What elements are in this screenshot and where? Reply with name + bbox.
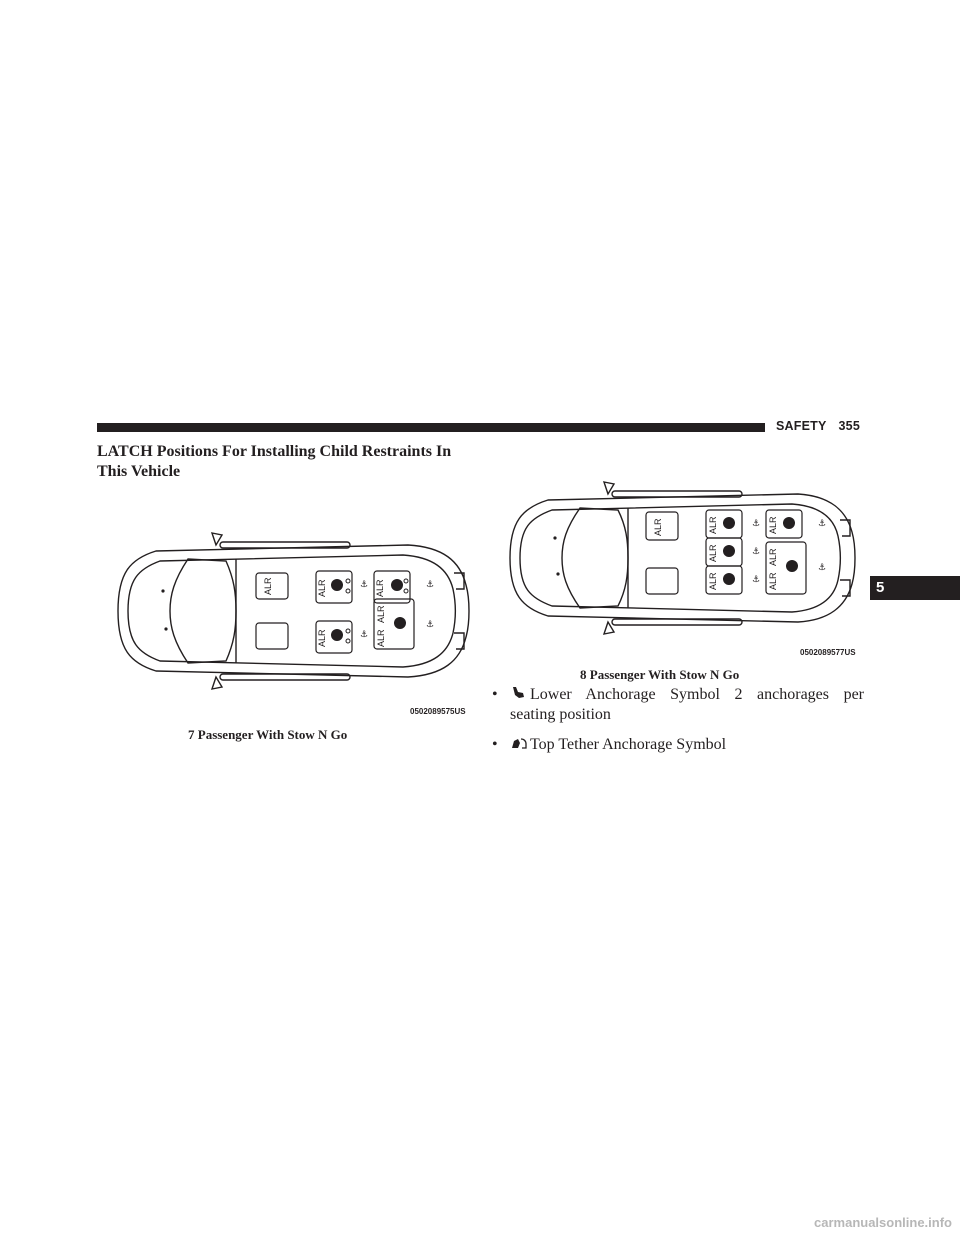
svg-text:⚓: ⚓ xyxy=(818,563,827,573)
figure-8-passenger xyxy=(500,478,862,638)
symbol-legend xyxy=(492,685,864,765)
header-section: SAFETY xyxy=(776,419,827,433)
vehicle-diagram-8-passenger xyxy=(500,478,862,638)
svg-text:ALR: ALR xyxy=(375,579,385,597)
svg-text:⚓: ⚓ xyxy=(360,630,369,640)
svg-text:⚓: ⚓ xyxy=(426,580,435,590)
svg-text:ALR: ALR xyxy=(768,516,778,534)
bullet-marker: • xyxy=(492,686,498,703)
top-tether-icon xyxy=(510,736,528,750)
svg-text:ALR: ALR xyxy=(768,548,778,566)
lower-anchorage-icon xyxy=(510,686,528,700)
page-number: 355 xyxy=(838,419,860,433)
svg-text:ALR: ALR xyxy=(768,572,778,590)
figure-caption-8-passenger: 8 Passenger With Stow N Go xyxy=(580,667,740,682)
section-title: LATCH Positions For Installing Child Restraints In This Vehicle xyxy=(97,443,452,480)
svg-text:ALR: ALR xyxy=(708,544,718,562)
top-tether-text: Top Tether Anchorage Symbol xyxy=(530,736,727,753)
svg-text:ALR: ALR xyxy=(653,518,663,536)
figure-7-passenger xyxy=(108,525,478,697)
svg-text:⚓: ⚓ xyxy=(360,580,369,590)
header-rule xyxy=(97,423,765,432)
figure-code-7-passenger: 0502089575US xyxy=(410,707,466,716)
svg-text:⚓: ⚓ xyxy=(818,519,827,529)
figure-caption-7-passenger: 7 Passenger With Stow N Go xyxy=(188,727,348,742)
chapter-tab[interactable]: 5 xyxy=(870,576,960,600)
svg-text:ALR: ALR xyxy=(317,579,327,597)
figure-code-8-passenger: 0502089577US xyxy=(800,648,856,657)
svg-text:⚓: ⚓ xyxy=(752,575,761,585)
svg-text:ALR: ALR xyxy=(708,516,718,534)
list-item xyxy=(492,735,864,755)
svg-text:ALR: ALR xyxy=(263,577,273,595)
svg-text:⚓: ⚓ xyxy=(752,519,761,529)
list-item xyxy=(492,685,864,725)
svg-text:ALR: ALR xyxy=(376,605,386,623)
svg-text:ALR: ALR xyxy=(317,629,327,647)
lower-anchorage-text-cont: seating position xyxy=(510,706,611,723)
svg-text:⚓: ⚓ xyxy=(426,620,435,630)
bullet-marker: • xyxy=(492,736,498,753)
lower-anchorage-text: Lower Anchorage Symbol 2 anchorages per xyxy=(530,686,864,703)
page-header xyxy=(776,419,860,433)
svg-text:ALR: ALR xyxy=(376,629,386,647)
svg-text:⚓: ⚓ xyxy=(752,547,761,557)
footer-watermark: carmanualsonline.info xyxy=(814,1215,952,1230)
vehicle-diagram-7-passenger xyxy=(108,525,478,697)
svg-text:ALR: ALR xyxy=(708,572,718,590)
